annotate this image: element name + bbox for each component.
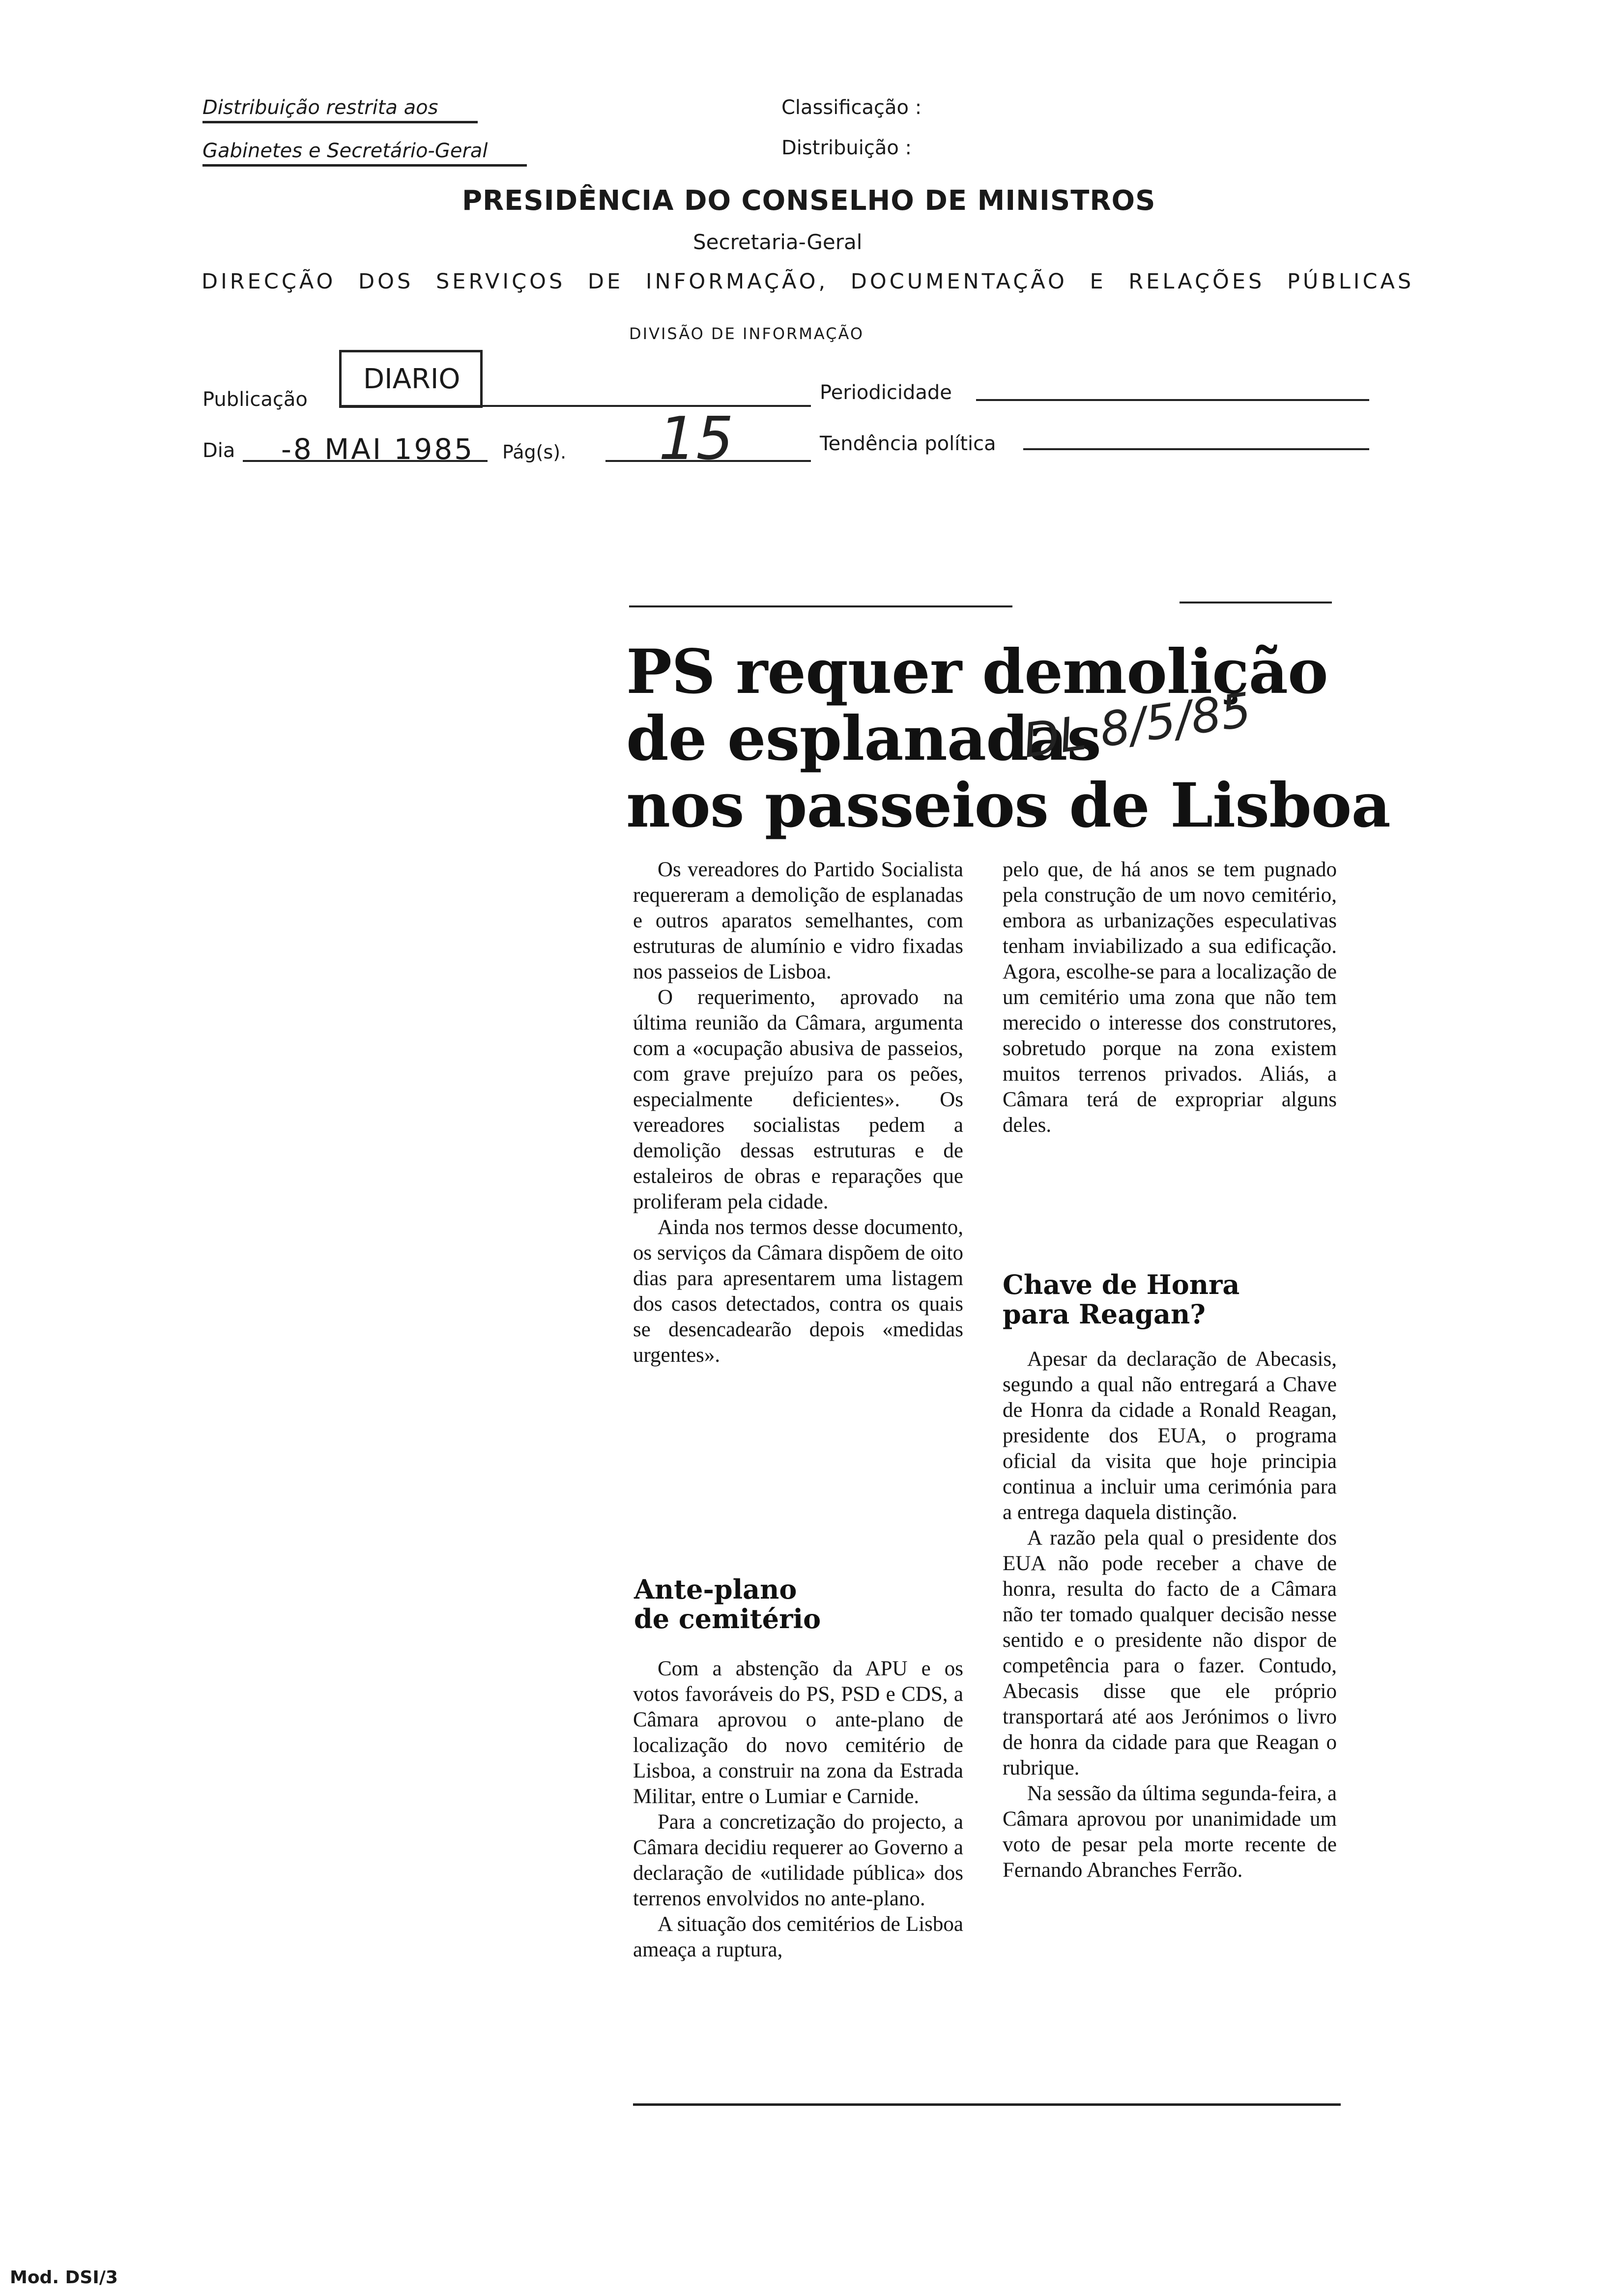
col2b-paragraph-1: Apesar da declaração de Abecasis, segundo a qual não entregará a Chave de Honra da cidade a Ronald Reagan, presidente dos EUA, o programa oficial da visita que hoje principia continua a incluir uma cerimónia para a entrega daquela distinção. <box>1003 1348 1337 1524</box>
pages-value-handwritten: 15 <box>659 405 734 473</box>
day-label: Dia <box>202 439 235 462</box>
distribution-restricted-line1: Distribuição restrita aos <box>202 96 478 123</box>
top-rule-right <box>1180 602 1332 603</box>
top-rule-left <box>629 605 1012 607</box>
col2b-paragraph-3: Na sessão da última segunda-feira, a Câmara aprovou por unanimidade um voto de pesar pela morte recente de Fernando Abranches Ferrão. <box>1003 1782 1337 1882</box>
publication-field-line <box>339 405 811 407</box>
division-title: DIVISÃO DE INFORMAÇÃO <box>629 324 864 343</box>
handwritten-date-annotation: DL 8/5/85 <box>1019 682 1255 769</box>
publication-label: Publicação <box>202 388 308 411</box>
periodicity-label: Periodicidade <box>820 381 952 404</box>
headline-line-1: PS requer demolição <box>626 636 1328 708</box>
col2b-paragraph-2: A razão pela qual o presidente dos EUA não pode receber a chave de honra, resulta do facto de a Câmara não ter tomado qualquer decisão nesse sentido e o presidente não dispor de competência para o fazer. Contudo, Abecasis disse que ele próprio transportará até aos Jerónimos o livro de honra da cidade para que Reagan o rubrique. <box>1003 1526 1337 1779</box>
directorate-title: DIRECÇÃO DOS SERVIÇOS DE INFORMAÇÃO, DOCUMENTAÇÃO E RELAÇÕES PÚBLICAS <box>202 269 1414 294</box>
article-column-2 <box>1003 857 1337 1138</box>
political-tendency-label: Tendência política <box>820 432 996 455</box>
political-tendency-field-line <box>1023 448 1369 450</box>
distribution-restricted-line2: Gabinetes e Secretário-Geral <box>202 140 527 167</box>
col1-paragraph-2: O requerimento, aprovado na última reunião da Câmara, argumenta com a «ocupação abusiva de passeios, com grave prejuízo para os peões, especialmente deficientes». Os vereadores socialistas pedem a demolição dessas estruturas e de estaleiros de obras e reparações que proliferam pela cidade. <box>633 986 963 1213</box>
headline-line-2: de esplanadas <box>626 703 1101 775</box>
col1-paragraph-3: Ainda nos termos desse documento, os serviços da Câmara dispõem de oito dias para apresentarem uma listagem dos casos detectados, contra os quais se desencadearão depois «medidas urgentes». <box>633 1216 963 1367</box>
publication-value: DIARIO <box>363 363 461 395</box>
article-column-2b <box>1003 1347 1337 1883</box>
pages-label: Pág(s). <box>502 441 567 463</box>
article-column-1 <box>633 857 963 1368</box>
classification-label: Classificação : <box>781 96 922 119</box>
publication-stamp <box>339 350 483 408</box>
bottom-rule <box>633 2103 1341 2106</box>
col1b-paragraph-3: A situação dos cemitérios de Lisboa ameaça a ruptura, <box>633 1913 963 1961</box>
subhead-ante-plano: Ante-plano de cemitério <box>634 1574 821 1635</box>
col1b-paragraph-2: Para a concretização do projecto, a Câmara decidiu requerer ao Governo a declaração de «utilidade pública» dos terrenos envolvidos no ante-plano. <box>633 1810 963 1910</box>
form-code: Mod. DSI/3 <box>10 2267 118 2288</box>
day-value-stamp: -8 MAI 1985 <box>281 432 475 466</box>
col1-paragraph-1: Os vereadores do Partido Socialista requereram a demolição de esplanadas e outros aparatos semelhantes, com estruturas de alumínio e vidro fixadas nos passeios de Lisboa. <box>633 858 963 983</box>
periodicity-field-line <box>976 399 1369 401</box>
subhead-chave-de-honra: Chave de Honra para Reagan? <box>1003 1269 1240 1330</box>
article-column-1b <box>633 1656 963 1963</box>
distribution-label: Distribuição : <box>781 137 912 159</box>
col2-paragraph-1: pelo que, de há anos se tem pugnado pela construção de um novo cemitério, embora as urbanizações especulativas tenham inviabilizado a sua edificação. Agora, escolhe-se para a localização de um cemitério uma zona que não tem merecido o interesse dos construtores, sobretudo porque na zona existem muitos terrenos privados. Aliás, a Câmara terá de expropriar alguns deles. <box>1003 858 1337 1137</box>
headline-line-3: nos passeios de Lisboa <box>626 770 1390 841</box>
secretariat-title: Secretaria-Geral <box>693 230 863 254</box>
col1b-paragraph-1: Com a abstenção da APU e os votos favoráveis do PS, PSD e CDS, a Câmara aprovou o ante-plano de localização do novo cemitério de Lisboa, a construir na zona da Estrada Militar, entre o Lumiar e Carnide. <box>633 1657 963 1808</box>
organization-title: PRESIDÊNCIA DO CONSELHO DE MINISTROS <box>462 185 1156 217</box>
